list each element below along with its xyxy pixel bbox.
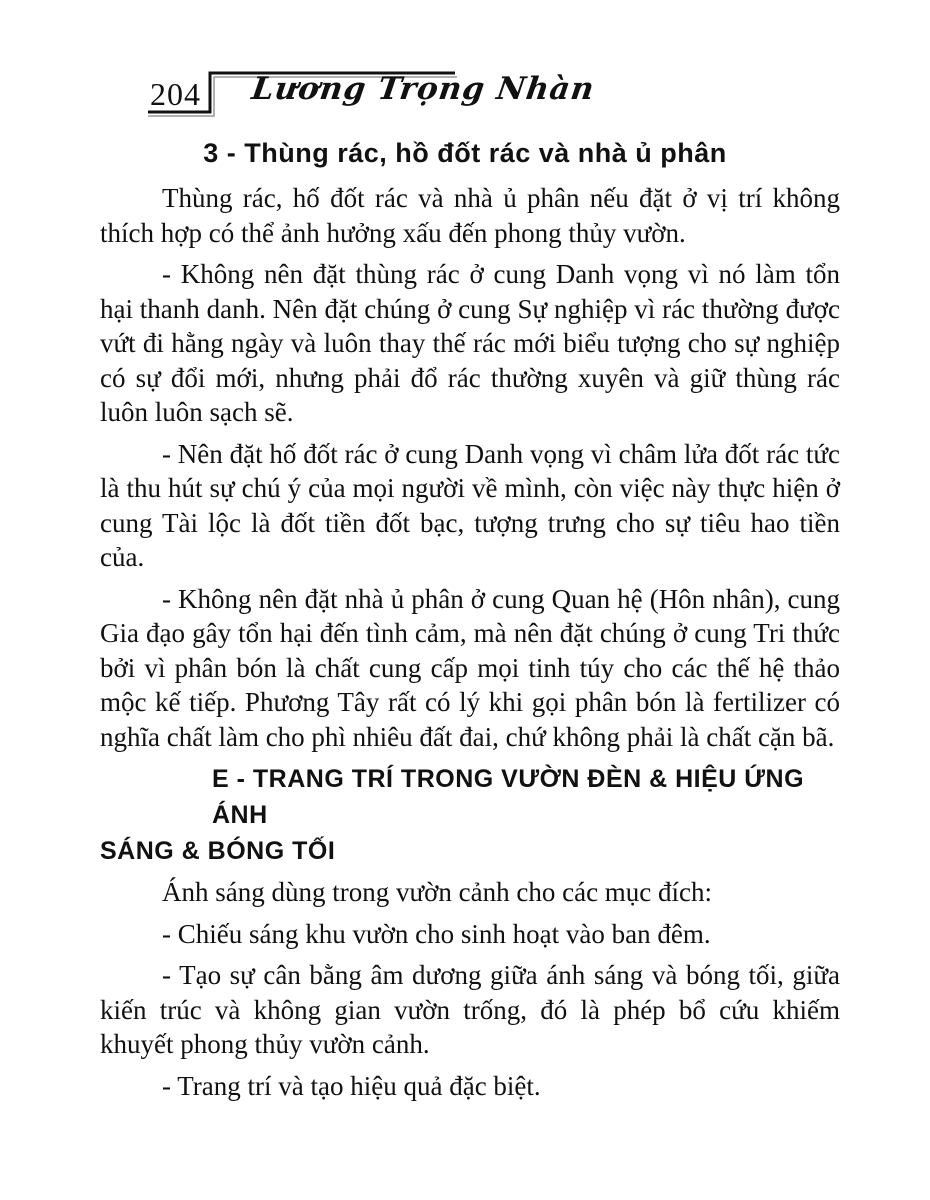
paragraph-light-1: Ánh sáng dùng trong vườn cảnh cho các mục đích:: [162, 877, 713, 907]
paragraph-waste-4: - Không nên đặt nhà ủ phân ở cung Quan hệ (Hôn nhân), cung Gia đạo gây tổn hại đến tình cảm, mà nên đặt chúng ở cung Tri thức bởi vì phân bón là chất cung cấp mọi tinh túy cho các thế hệ thảo mộc kế tiếp. Phương Tây rất có lý khi gọi phân bón là fertilizer có nghĩa chất làm cho phì nhiêu đất đai, chứ không phải là chất cặn bã.: [100, 583, 840, 752]
author-name: Lương Trọng Nhàn: [249, 71, 597, 107]
body-text-column: [100, 181, 840, 1110]
paragraph-light-2: - Chiếu sáng khu vườn cho sinh hoạt vào ban đêm.: [162, 918, 711, 949]
section-heading-light-line1: E - TRANG TRÍ TRONG VƯỜN ĐÈN & HIỆU ỨNG ÁNH: [212, 765, 805, 829]
paragraph-light-3: - Tạo sự cân bằng âm dương giữa ánh sáng và bóng tối, giữa kiến trúc và không gian vườn trống, đó là phép bổ cứu khiếm khuyết phong thủy vườn cảnh.: [100, 960, 840, 1059]
paragraph-waste-1: Thùng rác, hố đốt rác và nhà ủ phân nếu đặt ở vị trí không thích hợp có thể ảnh hưởng xấu đến phong thủy vườn.: [100, 183, 840, 248]
section-heading-light: [100, 761, 840, 869]
running-header: [0, 60, 930, 130]
paragraph-light-4: - Trang trí và tạo hiệu quả đặc biệt.: [162, 1070, 541, 1101]
section-heading-waste: 3 - Thùng rác, hồ đốt rác và nhà ủ phân: [203, 138, 727, 168]
page-number: 204: [150, 76, 201, 112]
paragraph-waste-2: - Không nên đặt thùng rác ở cung Danh vọng vì nó làm tổn hại thanh danh. Nên đặt chúng ở cung Sự nghiệp vì rác thường được vứt đi hằng ngày và luôn thay thế rác mới biểu tượng cho sự nghiệp có sự đổi mới, nhưng phải đổ rác thường xuyên và giữ thùng rác luôn luôn sạch sẽ.: [100, 259, 840, 427]
paragraph-waste-3: - Nên đặt hố đốt rác ở cung Danh vọng vì châm lửa đốt rác tức là thu hút sự chú ý của mọi người về mình, còn việc này thực hiện ở cung Tài lộc là đốt tiền đốt bạc, tượng trưng cho sự tiêu hao tiền của.: [100, 438, 840, 572]
section-heading-light-line2: SÁNG & BÓNG TỐI: [100, 837, 336, 865]
